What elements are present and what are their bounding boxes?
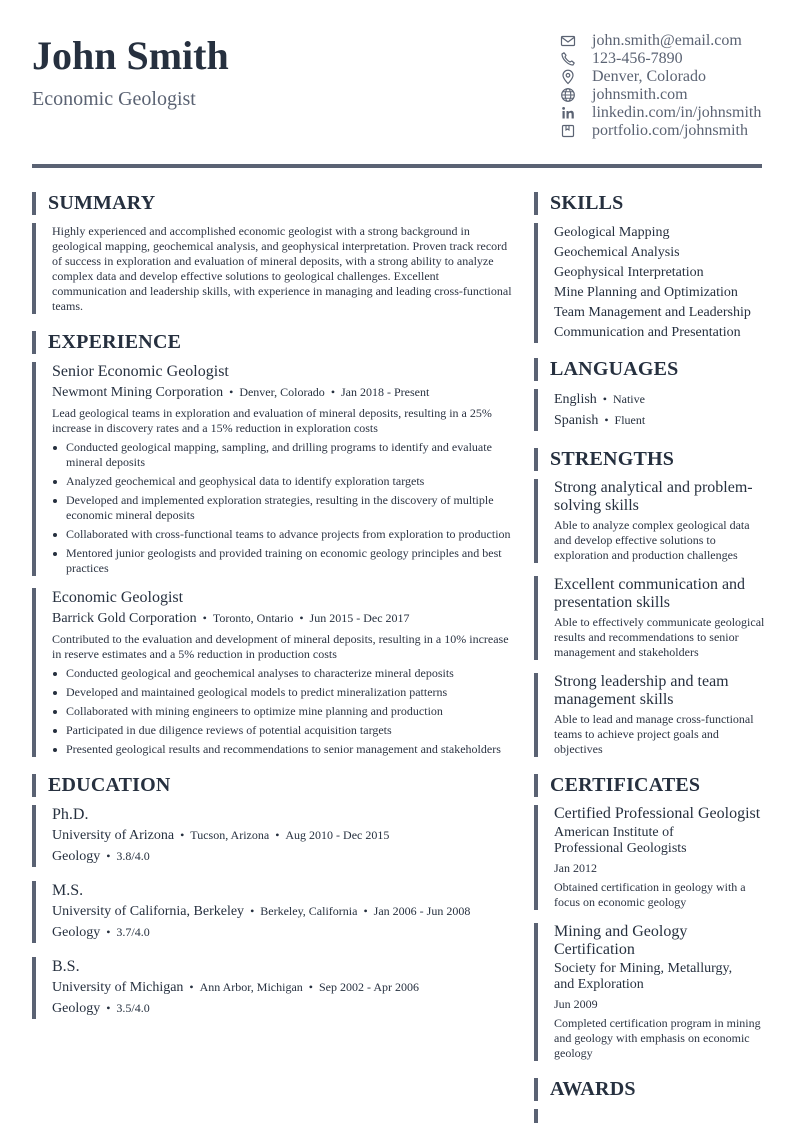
candidate-role: Economic Geologist [32,88,196,110]
right-column [534,192,766,1123]
language-name: English [554,392,597,407]
job-meta [52,382,514,403]
skill-item: Geochemical Analysis [554,245,680,260]
education-entry [32,805,514,867]
location-pin-icon [558,68,578,86]
job-description: Lead geological teams in exploration and evaluation of mineral deposits, resulting in a 25% increase in discovery rates and a 15% reduction in exploration costs [52,406,492,435]
languages-block [534,389,766,431]
certificates-heading: CERTIFICATES [534,774,766,797]
job-entry [32,588,514,757]
degree: B.S. [52,958,80,975]
list-item: Developed and maintained geological models to predict mineralization patterns [52,685,514,700]
certificate-title: Certified Professional Geologist [554,805,761,822]
summary-block [32,223,514,314]
job-dates: Jan 2018 - Present [341,385,430,399]
separator-dot: • [308,980,313,994]
strength-entry [534,576,766,660]
contact-location-text: Denver, Colorado [592,68,706,85]
degree: M.S. [52,882,84,899]
language-name: Spanish [554,413,599,428]
gpa: 3.7/4.0 [116,925,150,939]
separator-dot: • [299,611,304,625]
strength-title: Strong analytical and problem-solving skills [554,479,753,514]
summary-heading: SUMMARY [32,192,514,215]
separator-dot: • [602,392,607,406]
certificate-entry [534,923,766,1061]
certificate-date: Jan 2012 [554,861,597,875]
separator-dot: • [363,904,368,918]
contact-linkedin-text[interactable]: linkedin.com/in/johnsmith [592,104,762,121]
job-bullets [52,666,514,757]
school-location: Berkeley, California [260,904,358,918]
education-field-line [52,846,514,867]
certificate-date: Jun 2009 [554,997,598,1011]
language-level: Fluent [614,413,646,427]
education-meta [52,901,514,922]
list-item: Developed and implemented exploration strategies, resulting in the discovery of multiple economic mineral deposits [52,493,514,523]
mail-icon [558,32,578,50]
contact-portfolio-text[interactable]: portfolio.com/johnsmith [592,122,748,139]
list-item: Participated in due diligence reviews of potential acquisition targets [52,723,514,738]
school-name: University of California, Berkeley [52,904,245,919]
skill-item: Communication and Presentation [554,325,741,340]
contact-email[interactable] [558,32,778,50]
phone-icon [558,50,578,68]
education-entry [32,881,514,943]
education-dates: Jan 2006 - Jun 2008 [373,904,471,918]
linkedin-icon [558,104,578,122]
separator-dot: • [275,828,280,842]
field-of-study: Geology [52,1001,101,1016]
education-field-line [52,922,514,943]
job-title: Economic Geologist [52,589,184,606]
separator-dot: • [106,849,111,863]
strength-title: Strong leadership and team management skills [554,673,729,708]
education-meta [52,825,514,846]
separator-dot: • [202,611,207,625]
gpa: 3.8/4.0 [116,849,150,863]
list-item: Presented geological results and recommendations to senior management and stakeholders [52,742,514,757]
job-dates: Jun 2015 - Dec 2017 [309,611,410,625]
awards-heading: AWARDS [534,1078,766,1101]
job-title: Senior Economic Geologist [52,363,229,380]
globe-icon [558,86,578,104]
gpa: 3.5/4.0 [116,1001,150,1015]
separator-dot: • [106,1001,111,1015]
list-item: Collaborated with cross-functional teams to advance projects from exploration to production [52,527,514,542]
awards-block [534,1109,766,1123]
job-company: Newmont Mining Corporation [52,385,224,400]
certificate-title: Mining and Geology Certification [554,923,688,958]
contact-website-text[interactable]: johnsmith.com [592,86,688,103]
certificate-issuer: Society for Mining, Metallurgy, and Exploration [554,961,733,992]
education-dates: Aug 2010 - Dec 2015 [285,828,390,842]
job-company: Barrick Gold Corporation [52,611,197,626]
job-location: Denver, Colorado [239,385,325,399]
contact-location [558,68,778,86]
contact-phone[interactable] [558,50,778,68]
strength-entry [534,479,766,563]
skill-item: Mine Planning and Optimization [554,285,738,300]
education-field-line [52,998,514,1019]
skill-item: Geophysical Interpretation [554,265,704,280]
job-meta [52,608,514,629]
degree: Ph.D. [52,806,89,823]
skills-block [534,223,766,343]
contact-email-text[interactable]: john.smith@email.com [592,32,742,49]
job-location: Toronto, Ontario [212,611,294,625]
separator-dot: • [106,925,111,939]
school-location: Tucson, Arizona [190,828,270,842]
skill-item: Team Management and Leadership [554,305,751,320]
education-meta [52,977,514,998]
list-item: Conducted geological mapping, sampling, and drilling programs to identify and evaluate mineral deposits [52,440,514,470]
job-bullets [52,440,514,576]
contact-linkedin[interactable] [558,104,778,122]
separator-dot: • [180,828,185,842]
education-dates: Sep 2002 - Apr 2006 [319,980,419,994]
certificate-description: Obtained certification in geology with a focus on economic geology [554,880,746,909]
contact-phone-text[interactable]: 123-456-7890 [592,50,683,67]
skills-heading: SKILLS [534,192,766,215]
school-name: University of Michigan [52,980,184,995]
separator-dot: • [250,904,255,918]
job-entry [32,362,514,576]
header-divider [32,164,762,168]
strength-description: Able to effectively communicate geological results and recommendations to senior management and stakeholders [554,615,765,659]
candidate-name: John Smith [32,33,229,78]
separator-dot: • [330,385,336,399]
education-entry [32,957,514,1019]
list-item: Collaborated with mining engineers to optimize mine planning and production [52,704,514,719]
strength-description: Able to lead and manage cross-functional teams to achieve project goals and objectives [554,712,754,756]
strengths-heading: STRENGTHS [534,448,766,471]
language-item [554,389,766,410]
school-location: Ann Arbor, Michigan [199,980,303,994]
contact-website[interactable] [558,86,778,104]
contact-portfolio[interactable] [558,122,778,140]
left-column [32,192,514,1019]
skill-item: Geological Mapping [554,225,670,240]
separator-dot: • [189,980,194,994]
separator-dot: • [229,385,234,399]
school-name: University of Arizona [52,828,175,843]
contact-list [558,32,778,140]
separator-dot: • [604,413,609,427]
list-item: Mentored junior geologists and provided training on economic geology principles and best practices [52,546,514,576]
language-item [554,410,766,431]
languages-heading: LANGUAGES [534,358,766,381]
field-of-study: Geology [52,925,101,940]
job-description: Contributed to the evaluation and development of mineral deposits, resulting in a 10% increase in reserve estimates and a 5% reduction in production costs [52,632,509,661]
education-heading: EDUCATION [32,774,514,797]
strength-entry [534,673,766,757]
field-of-study: Geology [52,849,101,864]
summary-text: Highly experienced and accomplished economic geologist with a strong background in geological mapping, geochemical analysis, and geophysical interpretation. Proven track record of success in exploration and evaluation of mineral deposits, with a strong ability to analyze complex data and develop effective solutions to geological challenges. Excellent communication and leadership skills, with experience in managing and leading cross-functional teams. [52,224,512,313]
experience-heading: EXPERIENCE [32,331,514,354]
list-item: Conducted geological and geochemical analyses to characterize mineral deposits [52,666,514,681]
certificate-entry [534,805,766,910]
list-item: Analyzed geochemical and geophysical data to identify exploration targets [52,474,514,489]
strength-description: Able to analyze complex geological data and develop effective solutions to exploration and production challenges [554,518,750,562]
portfolio-icon [558,122,578,140]
strength-title: Excellent communication and presentation skills [554,576,746,611]
certificate-issuer: American Institute of Professional Geologists [554,825,687,856]
language-level: Native [612,392,645,406]
certificate-description: Completed certification program in mining and geology with emphasis on economic geology [554,1016,761,1060]
